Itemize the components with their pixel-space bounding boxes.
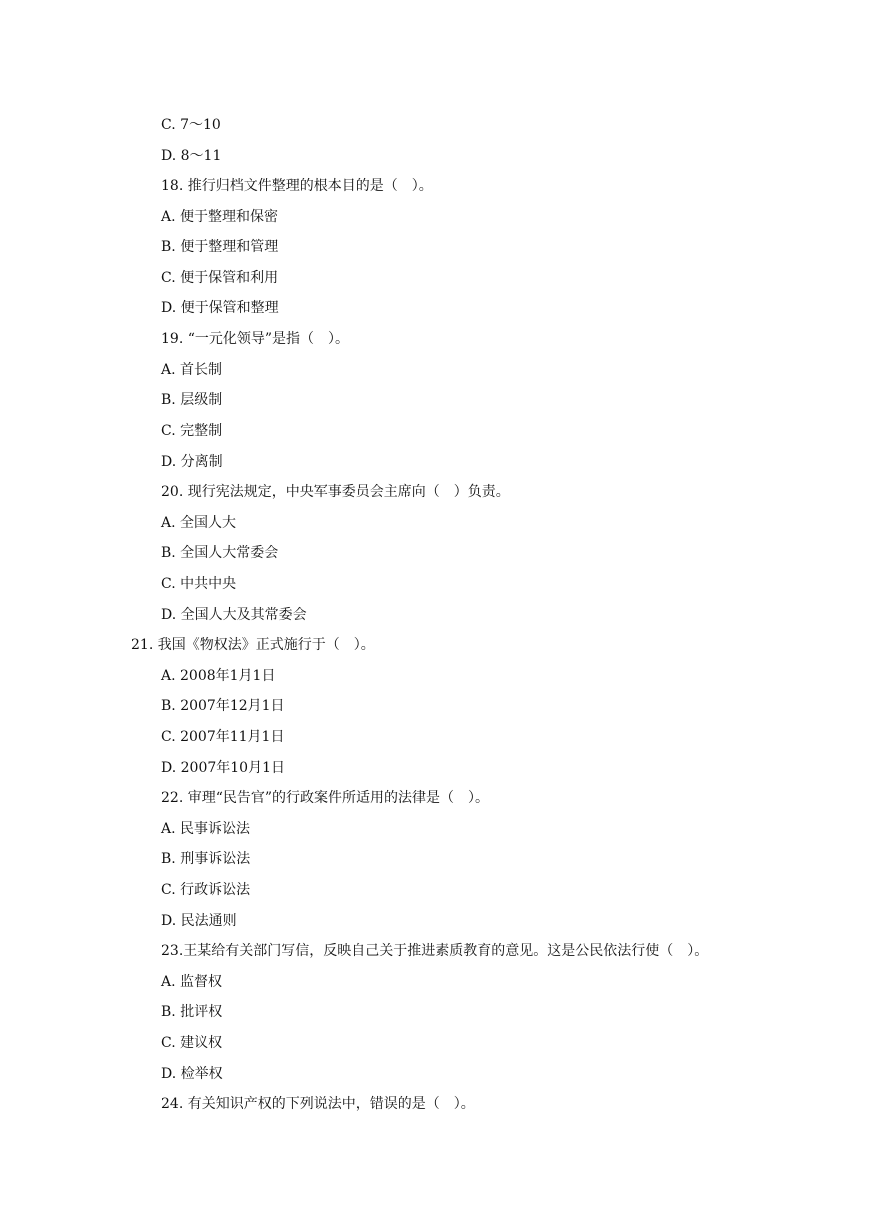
option-line: A. 民事诉讼法 [161, 821, 251, 837]
option-line: B. 2007年12月1日 [161, 698, 285, 714]
option-line: B. 层级制 [161, 392, 223, 408]
option-line: D. 全国人大及其常委会 [161, 607, 307, 623]
question-line: 24. 有关知识产权的下列说法中，错误的是（ ）。 [161, 1096, 475, 1112]
option-line: C. 7～10 [161, 117, 221, 133]
option-line: D. 2007年10月1日 [161, 760, 285, 776]
question-line: 19. “一元化领导”是指（ ）。 [161, 331, 350, 347]
question-line: 22. 审理“民告官”的行政案件所适用的法律是（ ）。 [161, 790, 490, 806]
option-line: C. 建议权 [161, 1035, 223, 1051]
question-line: 23.王某给有关部门写信，反映自己关于推进素质教育的意见。这是公民依法行使（ ）。 [161, 943, 709, 959]
option-line: A. 首长制 [161, 362, 223, 378]
option-line: B. 批评权 [161, 1004, 223, 1020]
option-line: D. 检举权 [161, 1066, 223, 1082]
option-line: C. 2007年11月1日 [161, 729, 285, 745]
question-line: 20. 现行宪法规定，中央军事委员会主席向（ ）负责。 [161, 484, 510, 500]
question-line: 21. 我国《物权法》正式施行于（ ）。 [131, 637, 375, 653]
option-line: A. 监督权 [161, 974, 223, 990]
option-line: C. 行政诉讼法 [161, 882, 251, 898]
option-line: D. 民法通则 [161, 913, 237, 929]
option-line: D. 分离制 [161, 454, 223, 470]
option-line: D. 8～11 [161, 148, 222, 164]
option-line: B. 刑事诉讼法 [161, 851, 251, 867]
option-line: C. 中共中央 [161, 576, 237, 592]
option-line: A. 便于整理和保密 [161, 209, 279, 225]
option-line: C. 完整制 [161, 423, 223, 439]
option-line: A. 2008年1月1日 [161, 668, 276, 684]
option-line: A. 全国人大 [161, 515, 237, 531]
option-line: B. 便于整理和管理 [161, 239, 279, 255]
question-line: 18. 推行归档文件整理的根本目的是（ ）。 [161, 178, 433, 194]
option-line: D. 便于保管和整理 [161, 300, 279, 316]
option-line: C. 便于保管和利用 [161, 270, 279, 286]
option-line: B. 全国人大常委会 [161, 545, 279, 561]
